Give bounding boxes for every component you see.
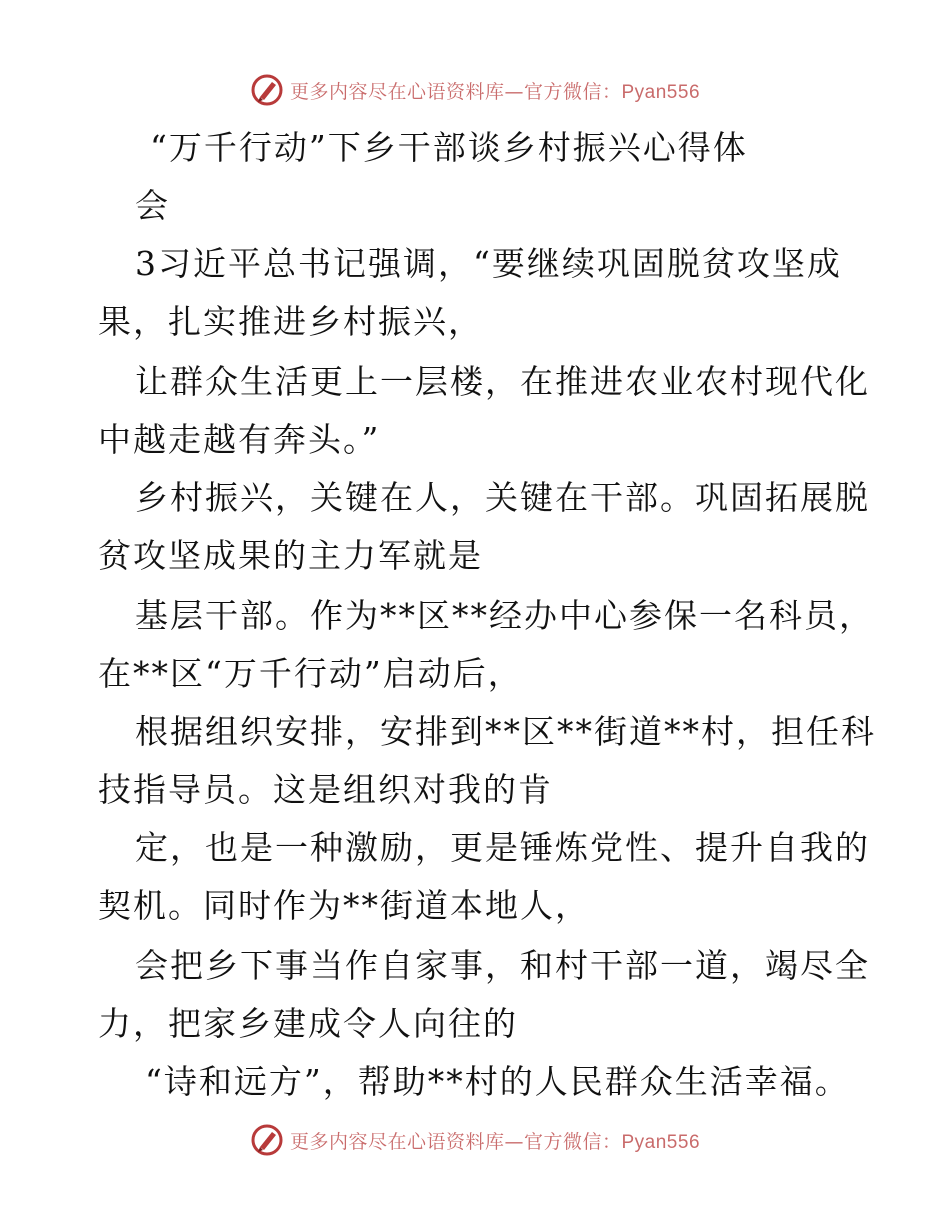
paragraph-line: 让群众生活更上一层楼，在推进农业农村现代化 [135, 362, 870, 401]
watermark-text: 更多内容尽在心语资料库—官方微信：Pyan556 [289, 1130, 701, 1153]
paragraph-line: 3习近平总书记强调，“要继续巩固脱贫攻坚成 [135, 244, 842, 283]
paragraph-line: 契机。同时作为**街道本地人， [98, 886, 590, 925]
document-title-line-2: 会 [135, 186, 170, 225]
paragraph-line: 乡村振兴，关键在人，关键在干部。巩固拓展脱 [135, 478, 870, 517]
paragraph-line: “诗和远方”，帮助**村的人民群众生活幸福。 [145, 1062, 850, 1101]
paragraph-line: 技指导员。这是组织对我的肯 [98, 770, 553, 809]
paragraph-line: 根据组织安排，安排到**区**街道**村，担任科 [135, 712, 876, 751]
paragraph-line: 果，扎实推进乡村振兴， [98, 302, 483, 341]
paragraph-line: 贫攻坚成果的主力军就是 [98, 536, 483, 575]
watermark-text: 更多内容尽在心语资料库—官方微信：Pyan556 [289, 80, 701, 103]
watermark-banner-top [0, 70, 950, 110]
watermark-banner-bottom [0, 1120, 950, 1160]
paragraph-line: 会把乡下事当作自家事，和村干部一道，竭尽全 [135, 946, 870, 985]
paragraph-line: 定，也是一种激励，更是锤炼党性、提升自我的 [135, 828, 870, 867]
document-title-line-1: “万千行动”下乡干部谈乡村振兴心得体 [150, 128, 748, 167]
pen-nib-circle-icon [250, 1123, 284, 1157]
paragraph-line: 力，把家乡建成令人向往的 [98, 1004, 518, 1043]
pen-nib-circle-icon [250, 73, 284, 107]
paragraph-line: 在**区“万千行动”启动后， [98, 654, 523, 693]
paragraph-line: 中越走越有奔头。” [98, 420, 381, 459]
paragraph-line: 基层干部。作为**区**经办中心参保一名科员， [135, 596, 874, 635]
